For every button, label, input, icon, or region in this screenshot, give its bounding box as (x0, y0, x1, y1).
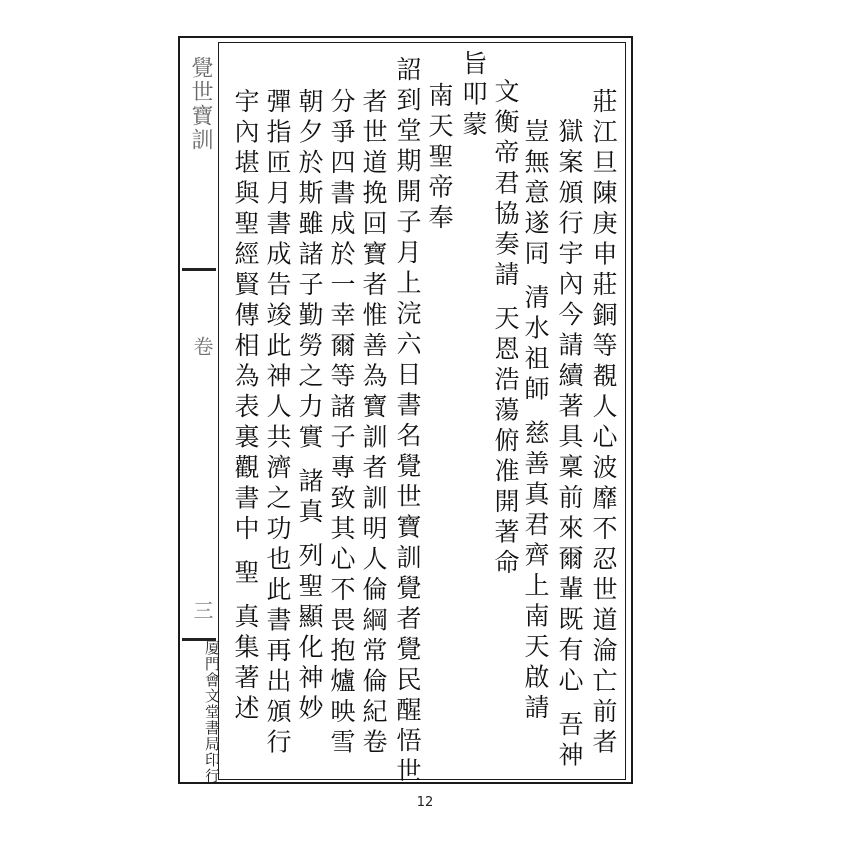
text-column-6: 南天聖帝奉 (425, 82, 454, 235)
text-column-11: 彈指匝月書成告竣此神人共濟之功也此書再出頒行 (263, 88, 292, 759)
text-column-2: 獄案頒行宇內今請續著具稟前來爾輩既有心 吾神 (555, 118, 584, 772)
text-column-4: 文衡帝君協奏請 天恩浩蕩俯准開著命 (491, 78, 520, 580)
text-column-5: 旨叩蒙 (459, 50, 488, 142)
text-column-10: 朝夕於斯雖諸子勤勞之力實 諸真 列聖顯化神妙 (295, 88, 324, 725)
page-number: 12 (416, 795, 434, 810)
running-page-number: 三 (190, 600, 214, 620)
publisher-imprint: 厦門會文堂書局印行 (203, 640, 221, 784)
text-column-3: 豈無意遂同 清水祖師 慈善真君齊上南天啟請 (521, 118, 550, 725)
running-chapter: 卷 (190, 336, 214, 356)
fishtail-mark (182, 268, 216, 271)
text-column-1: 莊江旦陳庚申莊銅等覩人心波靡不忍世道淪亡前者 (589, 88, 618, 759)
text-column-9: 分爭四書成於一幸爾等諸子專致其心不畏抱爐映雪 (327, 88, 356, 759)
text-column-8: 者世道挽回寶者惟善為寶訓者訓明人倫綱常倫紀卷 (359, 88, 388, 759)
text-column-12: 宇內堪與聖經賢傳相為表裏觀書中 聖 真集著述 (231, 88, 260, 725)
running-title: 覺世寶訓 (188, 56, 213, 152)
text-column-7: 詔到堂期開子月上浣六日書名覺世寶訓覺者覺民醒悟世 (393, 56, 422, 788)
